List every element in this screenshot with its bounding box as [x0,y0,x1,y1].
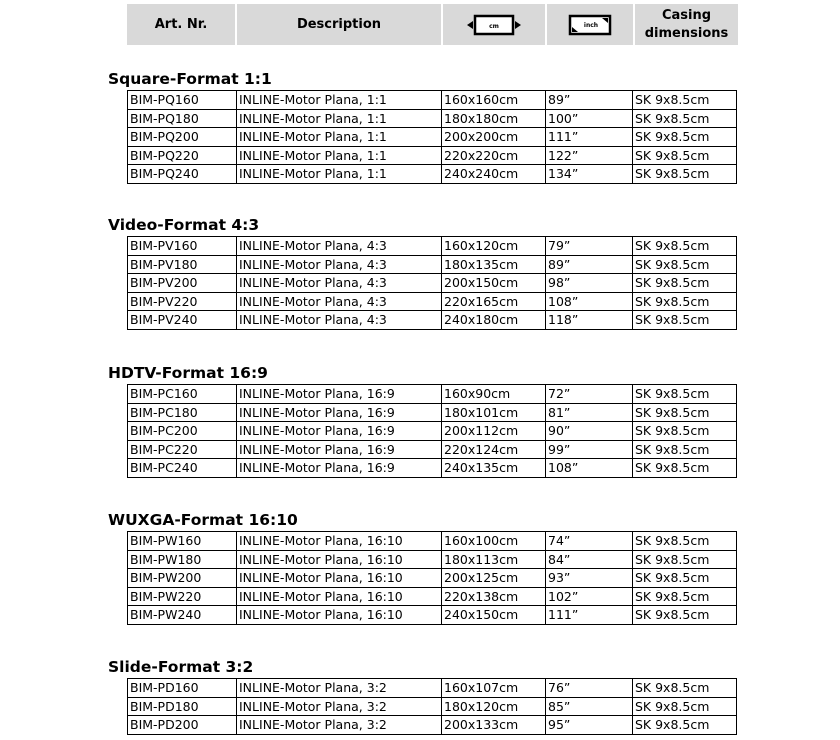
cell-cm: 180x180cm [442,109,546,128]
cell-inch: 76” [546,679,633,698]
cell-inch: 122” [546,146,633,165]
cell-cm: 220x138cm [442,587,546,606]
cell-inch: 84” [546,550,633,569]
cell-inch: 89” [546,91,633,110]
cell-description: INLINE-Motor Plana, 3:2 [237,679,442,698]
cell-art-nr: BIM-PQ220 [128,146,237,165]
cell-casing: SK 9x8.5cm [633,697,737,716]
cell-art-nr: BIM-PV180 [128,255,237,274]
cell-casing: SK 9x8.5cm [633,422,737,441]
cell-casing: SK 9x8.5cm [633,165,737,184]
cell-casing: SK 9x8.5cm [633,550,737,569]
section-square [108,68,737,184]
header-casing-line2: dimensions [644,25,729,41]
cell-description: INLINE-Motor Plana, 3:2 [237,697,442,716]
cell-description: INLINE-Motor Plana, 1:1 [237,109,442,128]
table-row [128,606,737,625]
cell-cm: 200x112cm [442,422,546,441]
cell-cm: 220x124cm [442,440,546,459]
table-header [127,4,738,45]
cell-description: INLINE-Motor Plana, 4:3 [237,274,442,293]
cell-inch: 118” [546,311,633,330]
section-hdtv [108,362,737,478]
cell-cm: 240x135cm [442,459,546,478]
section-title: Slide-Format 3:2 [108,658,254,676]
table-row [128,440,737,459]
table-row [128,422,737,441]
cell-inch: 100” [546,109,633,128]
cell-art-nr: BIM-PQ240 [128,165,237,184]
cell-art-nr: BIM-PQ200 [128,128,237,147]
cell-art-nr: BIM-PW200 [128,569,237,588]
cell-art-nr: BIM-PC200 [128,422,237,441]
table-row [128,459,737,478]
cell-inch: 81” [546,403,633,422]
table-row [128,109,737,128]
cell-art-nr: BIM-PC240 [128,459,237,478]
table-row [128,146,737,165]
cell-casing: SK 9x8.5cm [633,587,737,606]
table-row [128,311,737,330]
table-row [128,237,737,256]
table-row [128,274,737,293]
cell-inch: 108” [546,292,633,311]
cell-cm: 160x90cm [442,385,546,404]
cell-art-nr: BIM-PC180 [128,403,237,422]
cell-cm: 180x113cm [442,550,546,569]
section-wuxga [108,509,737,625]
cell-inch: 111” [546,606,633,625]
cell-cm: 180x120cm [442,697,546,716]
table-row [128,255,737,274]
cell-cm: 240x240cm [442,165,546,184]
cell-cm: 240x180cm [442,311,546,330]
cell-casing: SK 9x8.5cm [633,606,737,625]
table-row [128,569,737,588]
table-row [128,292,737,311]
cell-description: INLINE-Motor Plana, 3:2 [237,716,442,735]
cell-art-nr: BIM-PW240 [128,606,237,625]
cell-art-nr: BIM-PV220 [128,292,237,311]
cell-cm: 160x120cm [442,237,546,256]
cell-casing: SK 9x8.5cm [633,255,737,274]
cell-art-nr: BIM-PV240 [128,311,237,330]
cell-cm: 160x160cm [442,91,546,110]
cell-description: INLINE-Motor Plana, 1:1 [237,128,442,147]
cell-description: INLINE-Motor Plana, 16:10 [237,606,442,625]
cell-art-nr: BIM-PC160 [128,385,237,404]
cell-inch: 111” [546,128,633,147]
cell-description: INLINE-Motor Plana, 16:9 [237,385,442,404]
cell-inch: 90” [546,422,633,441]
product-table [127,678,737,735]
cell-casing: SK 9x8.5cm [633,569,737,588]
cell-inch: 89” [546,255,633,274]
header-description: Description [237,4,441,45]
header-cm [443,4,545,45]
table-row [128,550,737,569]
section-title: WUXGA-Format 16:10 [108,511,298,529]
cell-inch: 93” [546,569,633,588]
table-row [128,165,737,184]
cell-inch: 102” [546,587,633,606]
cell-description: INLINE-Motor Plana, 4:3 [237,292,442,311]
table-row [128,128,737,147]
header-casing-line1: Casing [661,7,712,23]
cell-description: INLINE-Motor Plana, 4:3 [237,255,442,274]
cell-inch: 85” [546,697,633,716]
cell-cm: 200x150cm [442,274,546,293]
cell-casing: SK 9x8.5cm [633,385,737,404]
cell-casing: SK 9x8.5cm [633,146,737,165]
cell-cm: 220x220cm [442,146,546,165]
cell-description: INLINE-Motor Plana, 16:9 [237,403,442,422]
cell-inch: 134” [546,165,633,184]
product-table [127,384,737,478]
cell-cm: 180x135cm [442,255,546,274]
cell-casing: SK 9x8.5cm [633,292,737,311]
screen-diagonal-inch-icon [567,12,613,38]
cell-casing: SK 9x8.5cm [633,311,737,330]
screen-width-cm-icon [466,12,522,38]
cell-casing: SK 9x8.5cm [633,237,737,256]
table-row [128,385,737,404]
cm-icon-label: cm [489,22,499,30]
cell-inch: 79” [546,237,633,256]
cell-casing: SK 9x8.5cm [633,679,737,698]
cell-description: INLINE-Motor Plana, 4:3 [237,237,442,256]
cell-inch: 98” [546,274,633,293]
cell-casing: SK 9x8.5cm [633,716,737,735]
section-title: Square-Format 1:1 [108,70,272,88]
cell-art-nr: BIM-PV160 [128,237,237,256]
cell-inch: 95” [546,716,633,735]
cell-art-nr: BIM-PQ180 [128,109,237,128]
section-slide [108,656,737,735]
header-inch [547,4,633,45]
cell-cm: 160x100cm [442,532,546,551]
section-title: Video-Format 4:3 [108,216,260,234]
cell-description: INLINE-Motor Plana, 4:3 [237,311,442,330]
cell-description: INLINE-Motor Plana, 16:9 [237,422,442,441]
cell-inch: 99” [546,440,633,459]
cell-art-nr: BIM-PW160 [128,532,237,551]
cell-casing: SK 9x8.5cm [633,440,737,459]
cell-art-nr: BIM-PW220 [128,587,237,606]
cell-art-nr: BIM-PD180 [128,697,237,716]
cell-description: INLINE-Motor Plana, 16:9 [237,440,442,459]
cell-cm: 240x150cm [442,606,546,625]
cell-cm: 200x125cm [442,569,546,588]
cell-cm: 200x133cm [442,716,546,735]
cell-description: INLINE-Motor Plana, 16:10 [237,587,442,606]
table-row [128,697,737,716]
cell-casing: SK 9x8.5cm [633,403,737,422]
cell-casing: SK 9x8.5cm [633,274,737,293]
cell-description: INLINE-Motor Plana, 1:1 [237,165,442,184]
section-video [108,214,737,330]
cell-cm: 160x107cm [442,679,546,698]
cell-cm: 180x101cm [442,403,546,422]
cell-description: INLINE-Motor Plana, 1:1 [237,146,442,165]
cell-description: INLINE-Motor Plana, 16:10 [237,550,442,569]
cell-art-nr: BIM-PQ160 [128,91,237,110]
section-title: HDTV-Format 16:9 [108,364,268,382]
header-art-nr: Art. Nr. [127,4,235,45]
table-row [128,403,737,422]
cell-art-nr: BIM-PV200 [128,274,237,293]
table-row [128,716,737,735]
cell-casing: SK 9x8.5cm [633,109,737,128]
cell-casing: SK 9x8.5cm [633,459,737,478]
table-row [128,587,737,606]
cell-cm: 220x165cm [442,292,546,311]
cell-art-nr: BIM-PC220 [128,440,237,459]
header-casing [635,4,738,45]
product-table [127,236,737,330]
cell-description: INLINE-Motor Plana, 16:10 [237,532,442,551]
inch-icon-label: inch [583,21,599,29]
cell-inch: 72” [546,385,633,404]
cell-description: INLINE-Motor Plana, 1:1 [237,91,442,110]
cell-art-nr: BIM-PD200 [128,716,237,735]
cell-description: INLINE-Motor Plana, 16:10 [237,569,442,588]
product-table [127,90,737,184]
cell-inch: 108” [546,459,633,478]
product-table [127,531,737,625]
table-row [128,679,737,698]
table-row [128,532,737,551]
cell-casing: SK 9x8.5cm [633,91,737,110]
cell-casing: SK 9x8.5cm [633,532,737,551]
table-row [128,91,737,110]
cell-casing: SK 9x8.5cm [633,128,737,147]
cell-art-nr: BIM-PD160 [128,679,237,698]
cell-inch: 74” [546,532,633,551]
cell-description: INLINE-Motor Plana, 16:9 [237,459,442,478]
cell-cm: 200x200cm [442,128,546,147]
cell-art-nr: BIM-PW180 [128,550,237,569]
